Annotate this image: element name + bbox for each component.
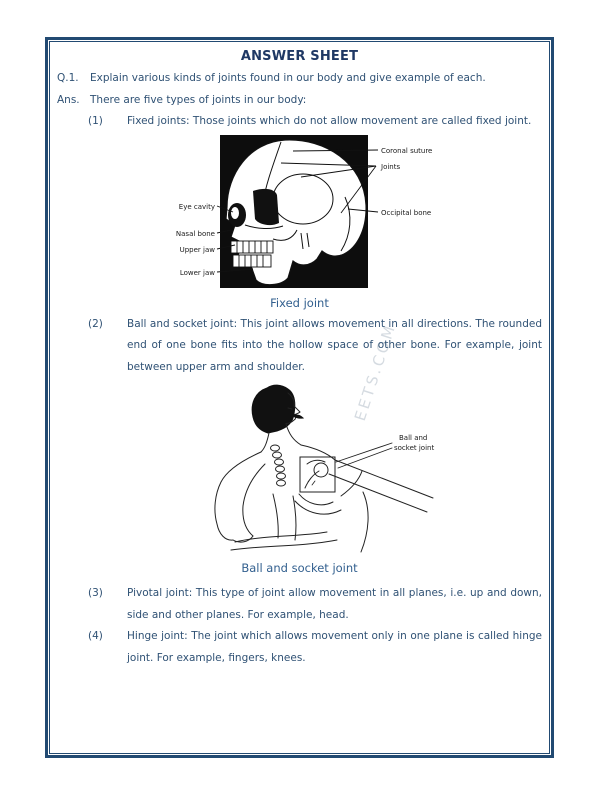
label-joints: Joints <box>381 162 401 171</box>
item-number: (2) <box>88 317 103 330</box>
label-occipital-bone: Occipital bone <box>381 208 432 217</box>
label-socket-joint: socket joint <box>394 444 435 452</box>
left-arm-inner <box>243 464 265 536</box>
neck-front-line <box>286 424 301 445</box>
answer-label: Ans. <box>57 93 80 106</box>
question-text: Explain various kinds of joints found in our body and give example of each. <box>90 72 486 84</box>
right-shoulder <box>301 445 335 460</box>
armpit-curve <box>341 471 362 496</box>
figure1-caption: Fixed joint <box>270 295 329 310</box>
list-item-pivotal <box>88 583 542 626</box>
upper-arm-line-2 <box>329 474 427 512</box>
item-text: Pivotal joint: This type of joint allow movement in all planes, i.e. up and down, side and other planes. For example, head. <box>127 587 542 621</box>
page-border-frame <box>45 37 554 758</box>
torso-right-side <box>361 492 368 552</box>
upper-arm-line-1 <box>335 460 433 498</box>
ball-socket-figure <box>195 384 440 556</box>
item-text: Fixed joints: Those joints which do not allow movement are called fixed joint. <box>127 115 532 127</box>
hair <box>252 385 295 433</box>
label-nasal-bone: Nasal bone <box>175 229 215 238</box>
item-text: Ball and socket joint: This joint allows movement in all directions. The rounded end of one bone fits into the hollow space of other bone. For example, joint between upper arm and shoulder. <box>127 317 542 373</box>
page-title: ANSWER SHEET <box>240 49 359 64</box>
label-ball-and: Ball and <box>399 434 428 442</box>
neck-back-line <box>261 433 269 452</box>
question-label: Q.1. <box>57 72 79 84</box>
ball-of-joint <box>314 463 328 477</box>
garment-fold-2 <box>293 496 296 540</box>
eye-socket-highlight <box>231 207 239 219</box>
label-upper-jaw: Upper jaw <box>179 245 215 254</box>
label-eye-cavity: Eye cavity <box>178 202 215 211</box>
bone-shaft <box>305 471 319 488</box>
label-pointer-2 <box>338 448 392 468</box>
waist-cloth-bottom <box>231 540 337 550</box>
label-pointer-1 <box>336 443 392 462</box>
item-number: (1) <box>88 115 103 127</box>
scapula-arc-1 <box>299 494 333 505</box>
left-arm-outer <box>215 452 261 540</box>
cervical-spine <box>271 445 286 486</box>
list-item-hinge <box>88 626 542 669</box>
skull-diagram-figure <box>153 135 473 293</box>
answer-row <box>57 90 542 112</box>
item-text: Hinge joint: The joint which allows movement only in one plane is called hinge joint. For example, fingers, knees. <box>127 630 542 664</box>
temporal-fossa <box>253 188 279 224</box>
label-lower-jaw: Lower jaw <box>179 268 215 277</box>
list-item-ball-socket <box>88 314 542 379</box>
list-item-fixed-joints <box>88 111 542 133</box>
item-number: (3) <box>88 587 103 599</box>
item-number: (4) <box>88 630 103 642</box>
answer-intro-text: There are five types of joints in our body: <box>90 93 307 106</box>
garment-fold-1 <box>273 494 278 538</box>
scapula-arc-2 <box>295 501 341 514</box>
label-coronal-suture: Coronal suture <box>381 146 433 155</box>
watermark: EETS.COM <box>350 320 400 424</box>
figure2-caption: Ball and socket joint <box>241 561 358 575</box>
answer-sheet <box>57 46 542 669</box>
page-inner-border <box>49 41 550 754</box>
question-row <box>57 68 542 90</box>
